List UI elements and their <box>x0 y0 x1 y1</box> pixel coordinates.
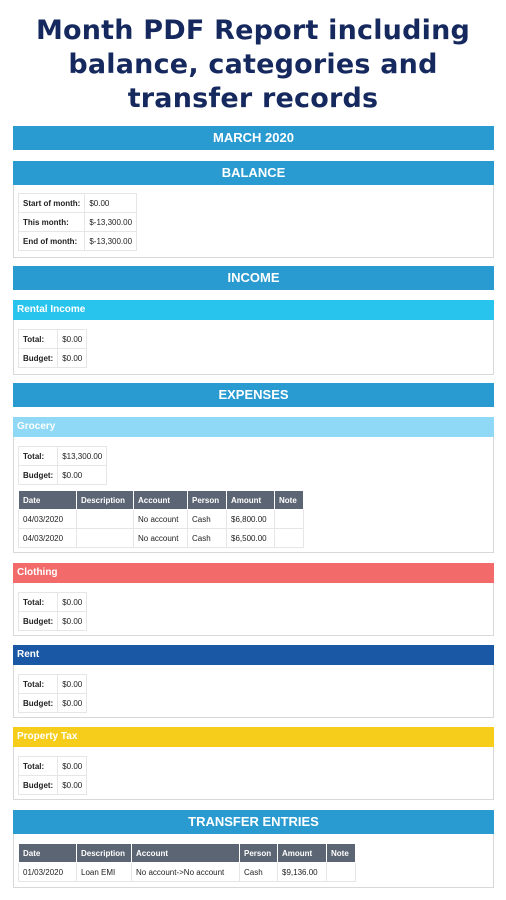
rental-income-summary <box>18 329 87 368</box>
table-header-row <box>19 491 304 510</box>
table-row <box>19 863 356 882</box>
cell-account: No account->No account <box>132 863 240 882</box>
table-header-row <box>19 844 356 863</box>
column-header: Person <box>240 844 278 863</box>
cell-date: 04/03/2020 <box>19 529 77 548</box>
property-tax-panel <box>13 747 494 800</box>
budget-value: $0.00 <box>58 612 87 631</box>
category-header-clothing: Clothing <box>13 563 494 583</box>
budget-label: Budget: <box>19 466 58 485</box>
balance-header: BALANCE <box>13 161 494 185</box>
balance-panel <box>13 185 494 258</box>
cell-account: No account <box>134 529 188 548</box>
cell-account: No account <box>134 510 188 529</box>
budget-label: Budget: <box>19 694 58 713</box>
cell-amount: $6,500.00 <box>227 529 275 548</box>
balance-value: $0.00 <box>85 194 137 213</box>
cell-note <box>275 510 304 529</box>
cell-description: Loan EMI <box>77 863 132 882</box>
budget-value: $0.00 <box>58 694 87 713</box>
grocery-transactions-table <box>18 490 304 548</box>
column-header: Amount <box>278 844 327 863</box>
cell-date: 01/03/2020 <box>19 863 77 882</box>
column-header: Amount <box>227 491 275 510</box>
column-header: Account <box>134 491 188 510</box>
budget-label: Budget: <box>19 612 58 631</box>
column-header: Date <box>19 491 77 510</box>
balance-row <box>19 213 137 232</box>
total-label: Total: <box>19 330 58 349</box>
total-value: $0.00 <box>58 757 87 776</box>
column-header: Date <box>19 844 77 863</box>
month-header: MARCH 2020 <box>13 126 494 150</box>
headline-line-2: balance, categories and <box>68 49 438 80</box>
column-header: Description <box>77 491 134 510</box>
cell-person: Cash <box>188 529 227 548</box>
total-value: $13,300.00 <box>58 447 107 466</box>
rental-income-panel <box>13 320 494 375</box>
table-row <box>19 529 304 548</box>
clothing-summary <box>18 592 87 631</box>
rent-panel <box>13 665 494 718</box>
balance-value: $-13,300.00 <box>85 213 137 232</box>
grocery-panel <box>13 437 494 553</box>
budget-value: $0.00 <box>58 776 87 795</box>
category-header-rent: Rent <box>13 645 494 665</box>
column-header: Note <box>327 844 356 863</box>
transfer-entries-header: TRANSFER ENTRIES <box>13 810 494 834</box>
budget-value: $0.00 <box>58 349 87 368</box>
transfer-entries-panel <box>13 834 494 888</box>
transfer-entries-table <box>18 843 356 882</box>
cell-person: Cash <box>188 510 227 529</box>
column-header: Account <box>132 844 240 863</box>
total-label: Total: <box>19 675 58 694</box>
page-headline <box>0 14 506 116</box>
category-header-grocery: Grocery <box>13 417 494 437</box>
cell-note <box>327 863 356 882</box>
headline-line-1: Month PDF Report including <box>35 15 471 46</box>
balance-table <box>18 193 137 251</box>
cell-date: 04/03/2020 <box>19 510 77 529</box>
income-header: INCOME <box>13 266 494 290</box>
cell-description <box>77 510 134 529</box>
cell-note <box>275 529 304 548</box>
total-label: Total: <box>19 447 58 466</box>
headline-line-3: transfer records <box>127 83 379 114</box>
table-row <box>19 510 304 529</box>
column-header: Person <box>188 491 227 510</box>
cell-amount: $6,800.00 <box>227 510 275 529</box>
total-label: Total: <box>19 593 58 612</box>
cell-description <box>77 529 134 548</box>
grocery-summary <box>18 446 107 485</box>
budget-label: Budget: <box>19 349 58 368</box>
category-header-property-tax: Property Tax <box>13 727 494 747</box>
column-header: Note <box>275 491 304 510</box>
balance-row <box>19 232 137 251</box>
clothing-panel <box>13 583 494 636</box>
total-label: Total: <box>19 757 58 776</box>
rent-summary <box>18 674 87 713</box>
cell-amount: $9,136.00 <box>278 863 327 882</box>
balance-label: This month: <box>19 213 85 232</box>
total-value: $0.00 <box>58 675 87 694</box>
total-value: $0.00 <box>58 330 87 349</box>
cell-person: Cash <box>240 863 278 882</box>
budget-value: $0.00 <box>58 466 107 485</box>
balance-label: Start of month: <box>19 194 85 213</box>
balance-row <box>19 194 137 213</box>
balance-value: $-13,300.00 <box>85 232 137 251</box>
property-tax-summary <box>18 756 87 795</box>
expenses-header: EXPENSES <box>13 383 494 407</box>
category-header-rental-income: Rental Income <box>13 300 494 320</box>
balance-label: End of month: <box>19 232 85 251</box>
budget-label: Budget: <box>19 776 58 795</box>
column-header: Description <box>77 844 132 863</box>
total-value: $0.00 <box>58 593 87 612</box>
